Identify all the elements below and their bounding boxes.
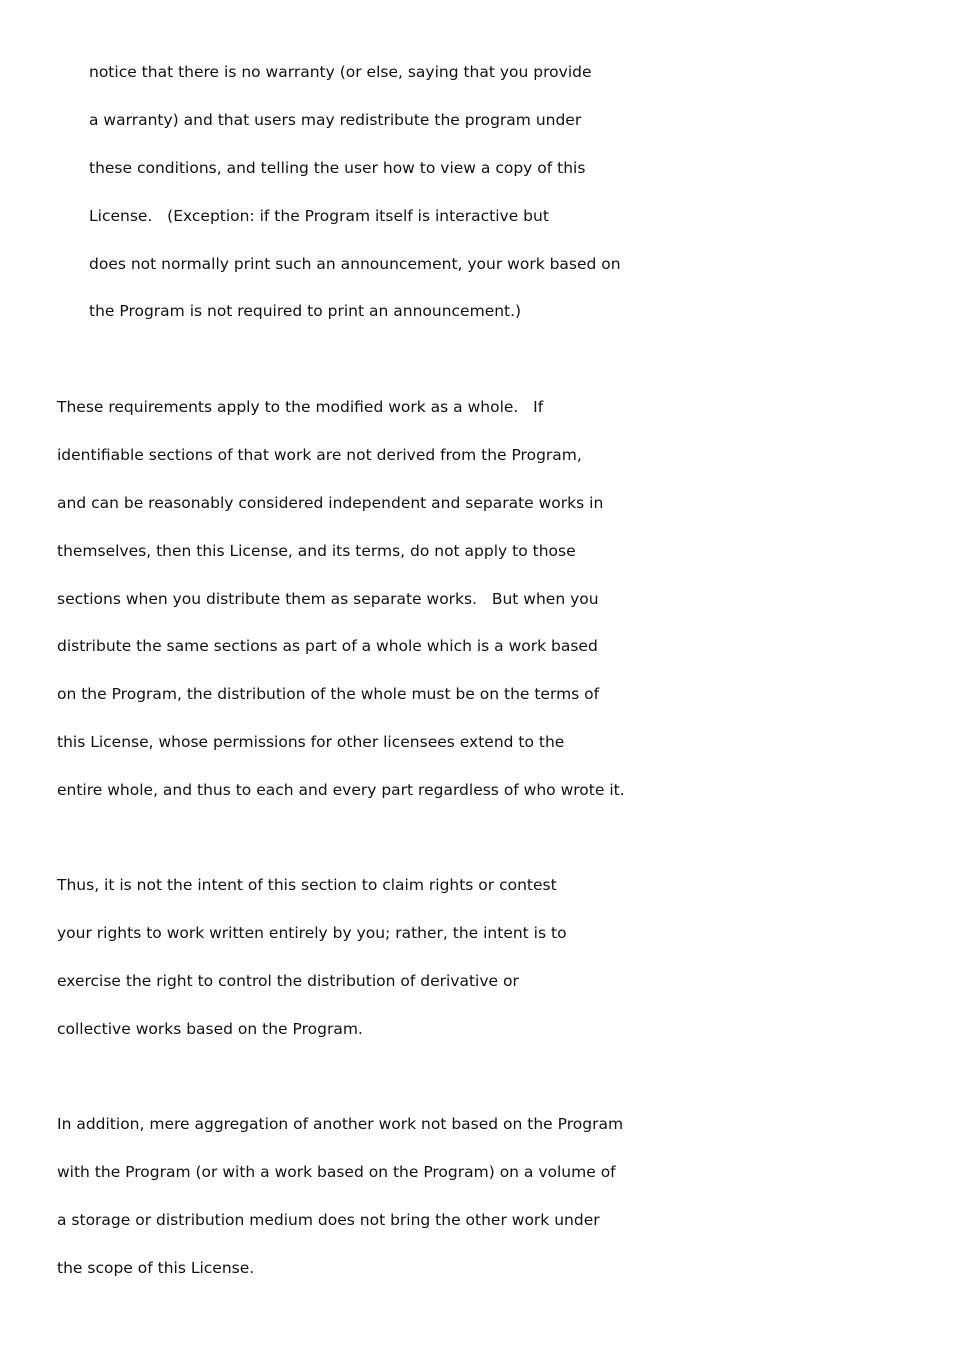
text-line: entire whole, and thus to each and every part regardless of who wrote it. [57,781,625,800]
paragraph-indented-notice [89,49,621,336]
text-line: distribute the same sections as part of a whole which is a work based [57,637,598,656]
text-line: exercise the right to control the distribution of derivative or [57,971,519,990]
text-line: and can be reasonably considered independent and separate works in [57,493,604,512]
text-line: identifiable sections of that work are not derived from the Program, [57,445,582,464]
text-line: These requirements apply to the modified work as a whole. If [57,398,544,416]
paragraph-aggregation [57,1101,623,1293]
text-line: with the Program (or with a work based on the Program) on a volume of [57,1162,616,1181]
text-line: themselves, then this License, and its terms, do not apply to those [57,541,576,560]
text-line: sections when you distribute them as separate works. But when you [57,589,599,608]
text-line: collective works based on the Program. [57,1019,363,1038]
text-line: the scope of this License. [57,1258,255,1277]
text-line: a storage or distribution medium does not bring the other work under [57,1210,600,1229]
text-line: this License, whose permissions for other licensees extend to the [57,733,565,752]
text-line: does not normally print such an announcement, your work based on [89,254,621,273]
text-line: In addition, mere aggregation of another work not based on the Program [57,1115,624,1133]
paragraph-intent [57,862,567,1054]
text-line: Thus, it is not the intent of this section to claim rights or contest [57,876,557,894]
text-line: your rights to work written entirely by you; rather, the intent is to [57,923,567,942]
text-line: these conditions, and telling the user how to view a copy of this [89,158,586,177]
text-line: License. (Exception: if the Program itself is interactive but [89,206,549,225]
text-line: the Program is not required to print an announcement.) [89,302,522,321]
paragraph-requirements [57,384,625,815]
text-line: a warranty) and that users may redistribute the program under [89,110,582,129]
text-line: notice that there is no warranty (or else, saying that you provide [89,63,592,81]
text-line: on the Program, the distribution of the whole must be on the terms of [57,685,600,704]
